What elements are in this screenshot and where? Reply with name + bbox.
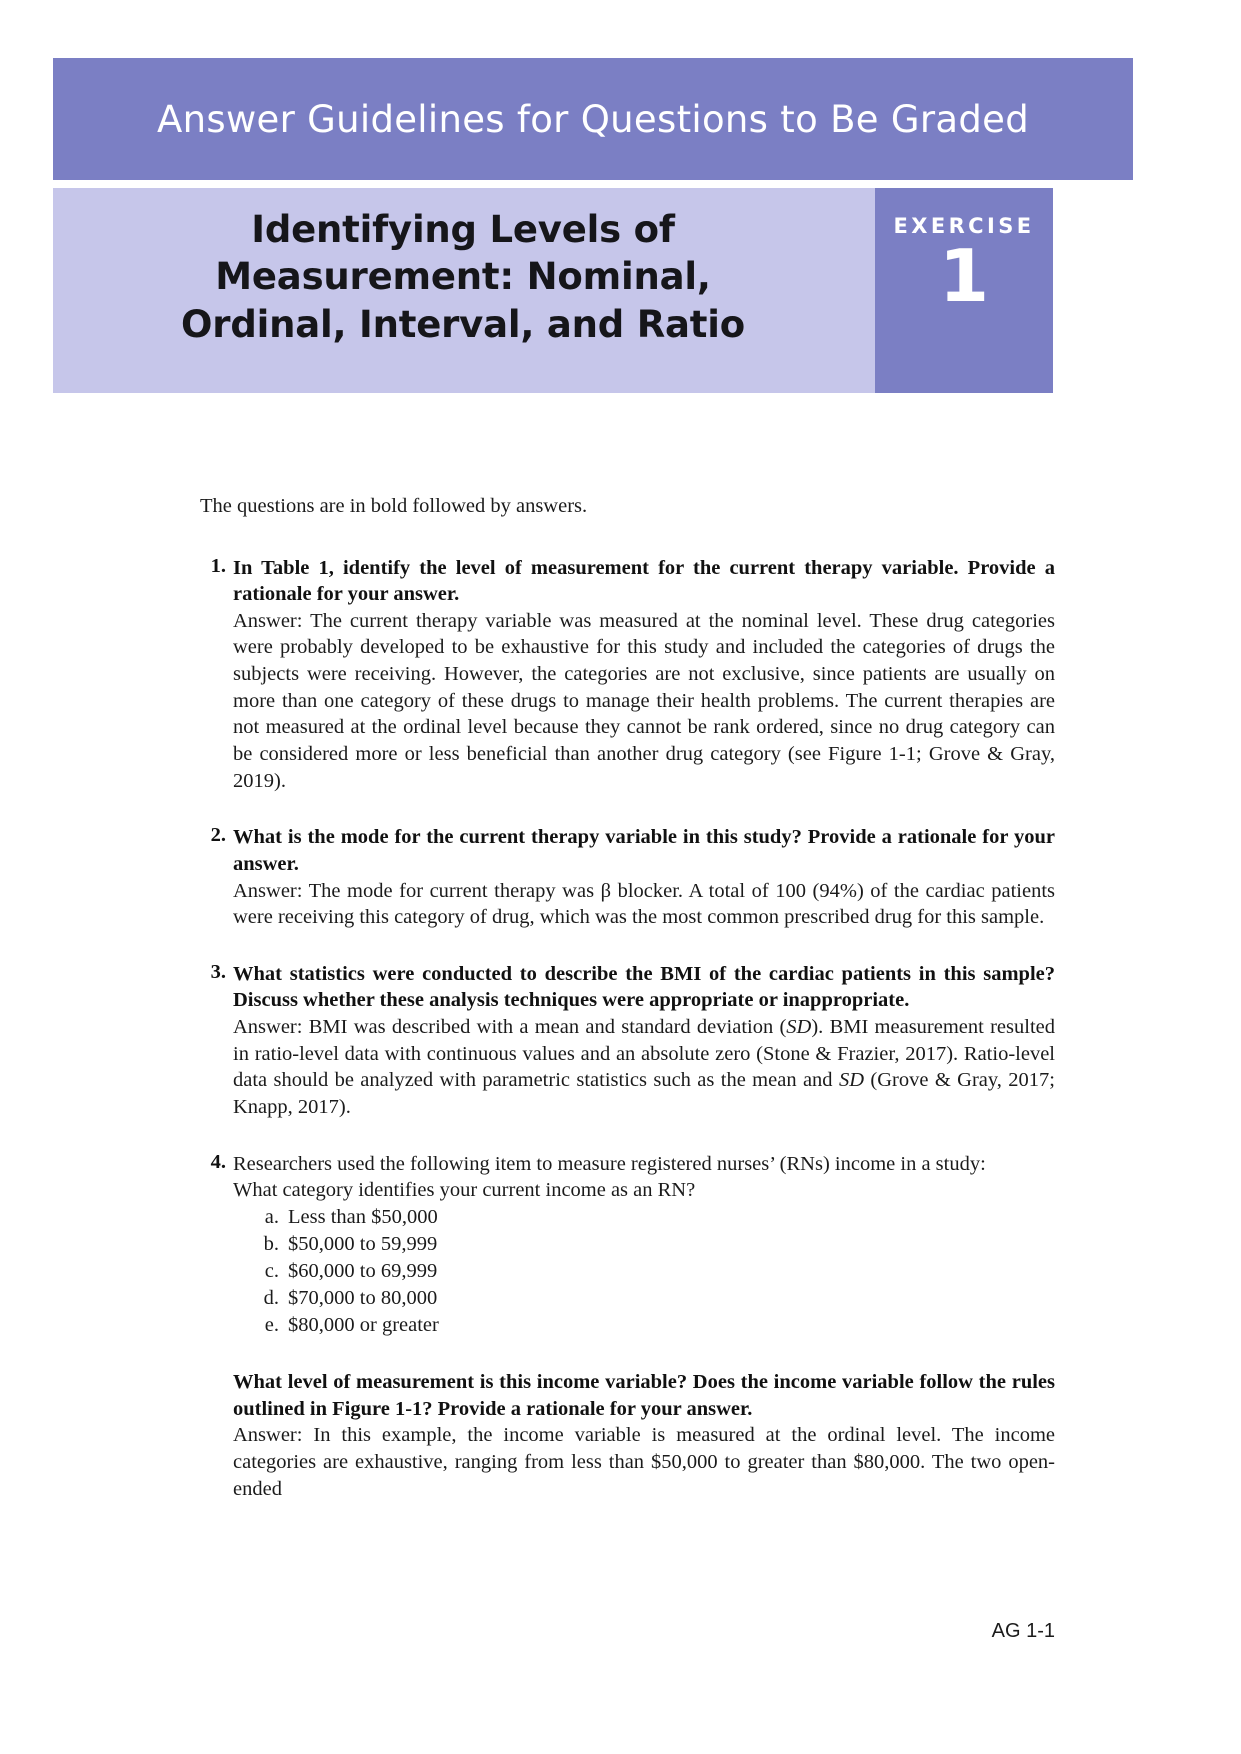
answer-3-segment-1: Answer: BMI was described with a mean and standard deviation (: [233, 1016, 787, 1039]
option-letter-d: d.: [263, 1287, 279, 1310]
answer-text-1: Answer: The current therapy variable was measured at the nominal level. These drug categories were probably developed to be exhaustive for this study and included the categories of drugs the subjects were receiving. However, the categories are not exclusive, since patients are usually on more than one category of these drugs to manage their health problems. The current therapies are not measured at the ordinal level because they cannot be rank ordered, since no drug category can be considered more or less beneficial than another drug category (see Figure 1-1; Grove & Gray, 2019).: [233, 609, 1055, 792]
income-options-list: [233, 1204, 1055, 1339]
question-number-1: 1.: [210, 554, 226, 577]
question-item-2: [200, 824, 1055, 931]
page-title-line-2: Measurement: Nominal,: [215, 255, 711, 299]
option-text-c: $60,000 to 69,999: [288, 1260, 438, 1283]
intro-text: The questions are in bold followed by answers.: [200, 495, 588, 517]
list-item: [251, 1312, 1055, 1339]
banner-title: Answer Guidelines for Questions to Be Graded: [157, 97, 1029, 141]
question-number-4: 4.: [210, 1150, 226, 1173]
option-letter-b: b.: [263, 1233, 279, 1255]
document-body: [200, 496, 1055, 1532]
page-title-line-1: Identifying Levels of: [251, 208, 675, 251]
question-4-stem-line-2: What category identifies your current income as an RN?: [233, 1179, 696, 1202]
question-4-stem-line-1: Researchers used the following item to measure registered nurses’ (RNs) income in a study:: [233, 1152, 986, 1175]
answer-3-italic-sd-2: SD: [838, 1069, 864, 1092]
answer-3-segment-2: ). BMI measurement resulted in ratio-level data with continuous values and an absolute zero (Stone & Frazier, 2017). Ratio-level data should be analyzed with parametric statistics such as the mean and: [233, 1016, 1055, 1092]
option-text-a: Less than $50,000: [288, 1205, 438, 1228]
exercise-badge-number: 1: [938, 234, 990, 318]
header-banner: [53, 58, 1133, 180]
question-item-3: [200, 961, 1055, 1121]
question-text-2: What is the mode for the current therapy variable in this study? Provide a rationale for your answer.: [233, 826, 1055, 875]
question-4-sub-question: What level of measurement is this income variable? Does the income variable follow the rules outlined in Figure 1-1? Provide a rationale for your answer.: [233, 1371, 1055, 1420]
page-title-line-3: Ordinal, Interval, and Ratio: [181, 302, 745, 346]
question-text-3: What statistics were conducted to describe the BMI of the cardiac patients in this sample? Discuss whether these analysis techniques were appropriate or inappropriate.: [233, 962, 1055, 1012]
answer-text-3: [233, 1014, 1055, 1121]
answer-3-italic-sd-1: SD: [786, 1016, 812, 1039]
question-number-3: 3.: [210, 960, 226, 983]
list-item: [251, 1285, 1055, 1312]
question-item-4: [200, 1151, 1055, 1503]
page-number: AG 1-1: [991, 1620, 1055, 1642]
option-letter-e: e.: [264, 1314, 279, 1337]
option-text-d: $70,000 to 80,000: [288, 1287, 438, 1310]
option-letter-a: a.: [264, 1205, 279, 1228]
option-letter-c: c.: [264, 1260, 279, 1283]
list-item: [251, 1231, 1055, 1258]
answer-text-2: Answer: The mode for current therapy was β blocker. A total of 100 (94%) of the cardiac patients were receiving this category of drug, which was the most common prescribed drug for this sample.: [233, 879, 1055, 929]
question-text-1: In Table 1, identify the level of measurement for the current therapy variable. Provide a rationale for your answer.: [233, 556, 1055, 606]
answer-text-4: Answer: In this example, the income variable is measured at the ordinal level. The income categories are exhaustive, ranging from less than $50,000 to greater than $80,000. The two open-ended: [233, 1424, 1055, 1500]
option-text-b: $50,000 to 59,999: [288, 1233, 438, 1255]
question-number-2: 2.: [210, 824, 226, 847]
exercise-badge-label: EXERCISE: [893, 214, 1035, 238]
page-footer: [0, 1620, 1055, 1643]
option-text-e: $80,000 or greater: [288, 1314, 439, 1337]
page-title: [53, 206, 873, 348]
exercise-badge: [875, 188, 1053, 393]
list-item: [251, 1204, 1055, 1231]
list-item: [251, 1258, 1055, 1285]
answer-3-segment-3: (Grove & Gray, 2017; Knapp, 2017).: [233, 1069, 1055, 1119]
question-item-1: [200, 555, 1055, 795]
